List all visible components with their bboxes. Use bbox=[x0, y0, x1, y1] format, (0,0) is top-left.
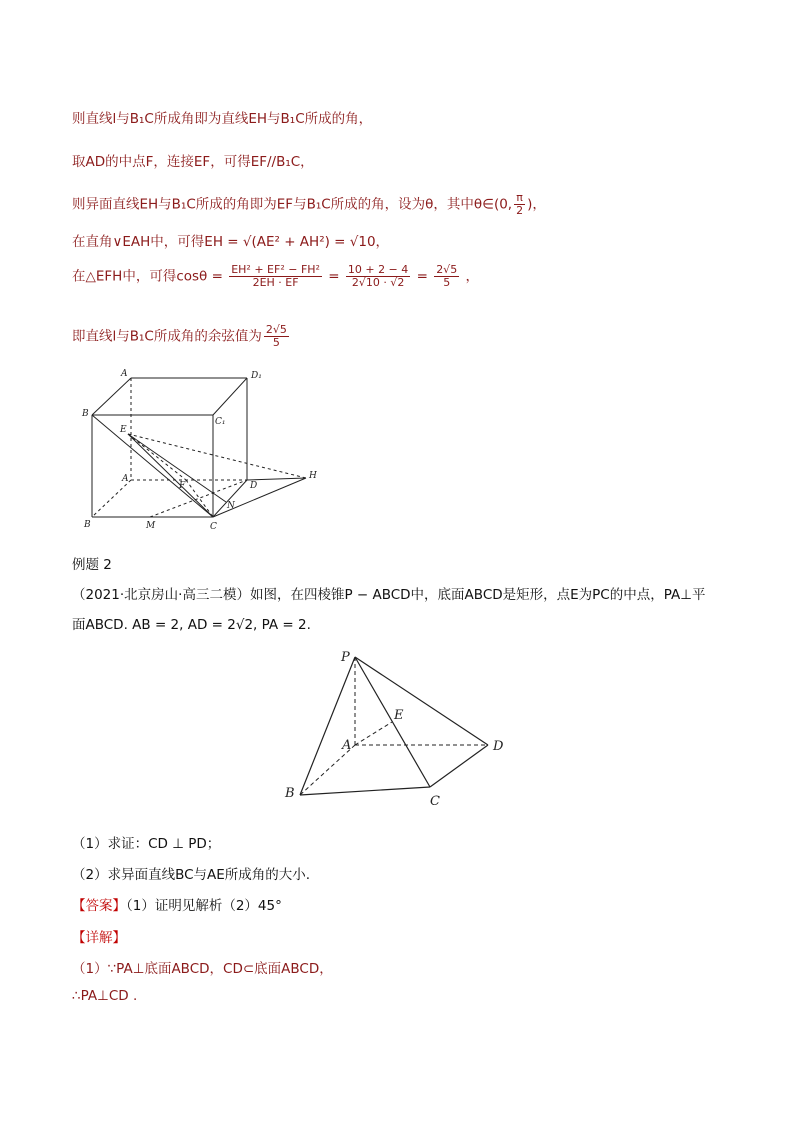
fraction-numerator: 2√5 bbox=[436, 263, 458, 276]
label-A: A bbox=[122, 474, 129, 484]
answer-text: （1）证明见解析（2）45° bbox=[126, 898, 282, 914]
label-N: N bbox=[227, 501, 235, 511]
fraction-answer bbox=[264, 324, 289, 349]
fraction-denominator: 2EH · EF bbox=[252, 276, 299, 290]
example-heading: 例题 2 bbox=[72, 557, 112, 573]
label-B: B bbox=[285, 786, 295, 801]
text-line-6 bbox=[72, 324, 291, 349]
label-H: H bbox=[309, 471, 317, 481]
text-line-2: 取AD的中点F，连接EF，可得EF//B₁C， bbox=[72, 154, 314, 170]
label-C: C bbox=[210, 522, 217, 532]
label-C1: C₁ bbox=[215, 417, 226, 427]
label-A1: A bbox=[121, 369, 128, 379]
label-E: E bbox=[120, 425, 127, 435]
label-F: F bbox=[179, 481, 186, 491]
fraction-denominator: 2√10 · √2 bbox=[351, 276, 405, 290]
text-line-6-a: 即直线l与B₁C所成角的余弦值为 bbox=[72, 328, 262, 345]
text-line-4: 在直角∨EAH中，可得EH = √(AE² + AH²) = √10， bbox=[72, 234, 390, 250]
label-C: C bbox=[430, 794, 440, 809]
fraction-numerator: 2√5 bbox=[265, 323, 287, 336]
label-D: D bbox=[250, 481, 258, 491]
text-line-5-a: 在△EFH中，可得cosθ = bbox=[72, 268, 223, 285]
answer-bracket: 【答案】 bbox=[72, 898, 126, 914]
question-1: （1）求证：CD ⊥ PD； bbox=[72, 836, 221, 852]
label-P: P bbox=[341, 650, 350, 665]
fraction-pi-over-2 bbox=[514, 192, 525, 217]
detail-heading: 【详解】 bbox=[72, 930, 126, 946]
label-E: E bbox=[394, 708, 404, 723]
fraction-cos-formula bbox=[229, 264, 322, 289]
problem-line-2: 面ABCD. AB = 2, AD = 2√2, PA = 2. bbox=[72, 617, 311, 633]
equals-sign: = bbox=[416, 268, 428, 285]
label-M: M bbox=[146, 521, 156, 531]
fraction-result bbox=[434, 264, 459, 289]
detail-line-1: （1）∵PA⊥底面ABCD，CD⊂底面ABCD， bbox=[72, 961, 333, 977]
text-line-3-b: )， bbox=[527, 196, 546, 213]
label-D: D bbox=[493, 739, 504, 754]
label-D1: D₁ bbox=[251, 371, 262, 381]
text-line-1: 则直线l与B₁C所成角即为直线EH与B₁C所成的角， bbox=[72, 111, 373, 127]
pyramid-figure bbox=[280, 645, 520, 815]
detail-line-2: ∴PA⊥CD . bbox=[72, 988, 138, 1004]
answer-line bbox=[72, 894, 282, 914]
label-A: A bbox=[342, 738, 352, 753]
equals-sign: = bbox=[328, 268, 340, 285]
question-2: （2）求异面直线BC与AE所成角的大小. bbox=[72, 867, 311, 883]
fraction-denominator: 5 bbox=[443, 276, 451, 290]
text-line-3 bbox=[72, 192, 546, 217]
fraction-numerator: 10 + 2 − 4 bbox=[347, 263, 409, 276]
fraction-denominator: 2 bbox=[516, 204, 524, 218]
label-B1: B bbox=[82, 409, 89, 419]
fraction-numeric bbox=[346, 264, 410, 289]
fraction-denominator: 5 bbox=[272, 336, 280, 350]
label-B: B bbox=[84, 520, 91, 530]
problem-line-1: （2021·北京房山·高三二模）如图，在四棱锥P − ABCD中，底面ABCD是矩形，点E为PC的中点，PA⊥平 bbox=[72, 587, 706, 603]
comma: ， bbox=[465, 268, 479, 285]
cube-figure bbox=[76, 362, 336, 534]
fraction-numerator: π bbox=[516, 191, 523, 204]
text-line-5 bbox=[72, 264, 479, 289]
fraction-numerator: EH² + EF² − FH² bbox=[231, 263, 320, 276]
text-line-3-a: 则异面直线EH与B₁C所成的角即为EF与B₁C所成的角，设为θ，其中θ∈(0, bbox=[72, 196, 513, 213]
